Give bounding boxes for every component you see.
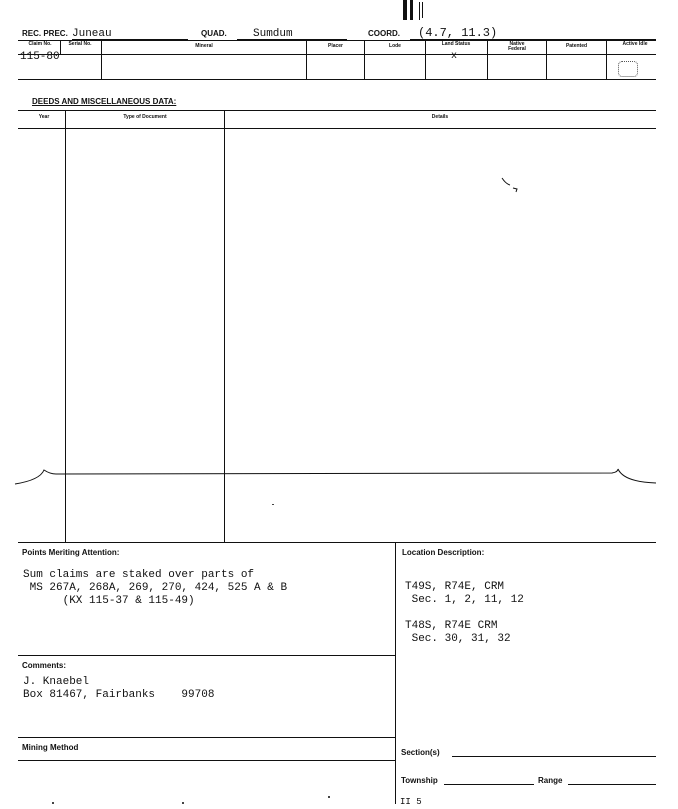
col-header-claim-no: Claim No. (28, 41, 52, 47)
scan-speck (52, 802, 54, 804)
location-line: Sec. 1, 2, 11, 12 (405, 594, 524, 606)
col-header-placer: Placer (327, 43, 343, 49)
rec-prec-value: Juneau (72, 28, 112, 40)
footer-mark: II 5 (400, 797, 422, 807)
quad-value: Sumdum (253, 28, 293, 40)
location-label: Location Description: (402, 548, 485, 557)
binding-mark (419, 2, 420, 20)
sections-label: Section(s) (401, 748, 440, 757)
deeds-table-bottom (18, 542, 656, 543)
comments-label: Comments: (22, 661, 67, 670)
sections-field-line (452, 756, 656, 757)
deeds-header-bottom (18, 128, 656, 129)
scan-speck (272, 504, 274, 505)
points-label: Points Meriting Attention: (22, 548, 120, 557)
binding-mark (410, 0, 413, 20)
col-divider (487, 40, 488, 79)
comments-line: J. Knaebel (23, 676, 90, 688)
township-label: Township (401, 776, 438, 785)
lower-section-divider (395, 542, 396, 804)
col-divider (425, 40, 426, 79)
comments-top (18, 655, 395, 656)
comments-line: Box 81467, Fairbanks 99708 (23, 689, 215, 701)
coord-label: COORD. (368, 29, 400, 38)
mining-method-bottom (18, 760, 395, 761)
page-fold-line (0, 468, 678, 494)
claim-table-bottom (18, 79, 656, 80)
mining-method-top (18, 737, 395, 738)
points-line: MS 267A, 268A, 269, 270, 424, 525 A & B (23, 582, 288, 594)
location-line: T49S, R74E, CRM (405, 581, 505, 593)
location-line: Sec. 30, 31, 32 (405, 633, 511, 645)
claim-table-header-bottom (18, 54, 656, 55)
claim-number: 115-80 (20, 51, 60, 63)
quad-label: QUAD. (201, 29, 227, 38)
col-header-lode: Lode (389, 43, 401, 49)
scan-speck (182, 802, 184, 804)
land-status-mark: x (451, 51, 458, 62)
scan-speck (328, 796, 330, 798)
range-label: Range (538, 776, 563, 785)
col-divider (60, 40, 61, 54)
township-field-line (444, 784, 534, 785)
deeds-col-type: Type of Document (123, 114, 167, 120)
active-idle-smudge (618, 61, 638, 77)
deeds-title: DEEDS AND MISCELLANEOUS DATA: (32, 97, 177, 106)
deeds-col-details: Details (431, 114, 449, 120)
points-line: Sum claims are staked over parts of (23, 569, 255, 581)
claim-table-top (18, 40, 656, 41)
deeds-col-year: Year (38, 114, 50, 120)
range-field-line (568, 784, 656, 785)
points-line: (KX 115-37 & 115-49) (23, 595, 195, 607)
col-divider (606, 40, 607, 79)
location-line: T48S, R74E CRM (405, 620, 498, 632)
mining-method-label: Mining Method (22, 743, 79, 752)
deeds-table-top (18, 110, 656, 111)
col-header-serial-no: Serial No. (68, 41, 92, 47)
rec-prec-label: REC. PREC. (22, 29, 68, 38)
coord-value: (4.7, 11.3) (418, 26, 498, 40)
col-header-land-status: Land Status (441, 41, 471, 47)
binding-mark (403, 0, 407, 20)
binding-mark (422, 2, 423, 18)
col-header-mineral: Mineral (195, 43, 213, 49)
col-header-native-federal: Native Federal (508, 41, 526, 52)
col-header-patented: Patented (565, 43, 588, 49)
stray-mark (500, 175, 522, 193)
col-header-active-idle: Active Idle (622, 41, 648, 47)
